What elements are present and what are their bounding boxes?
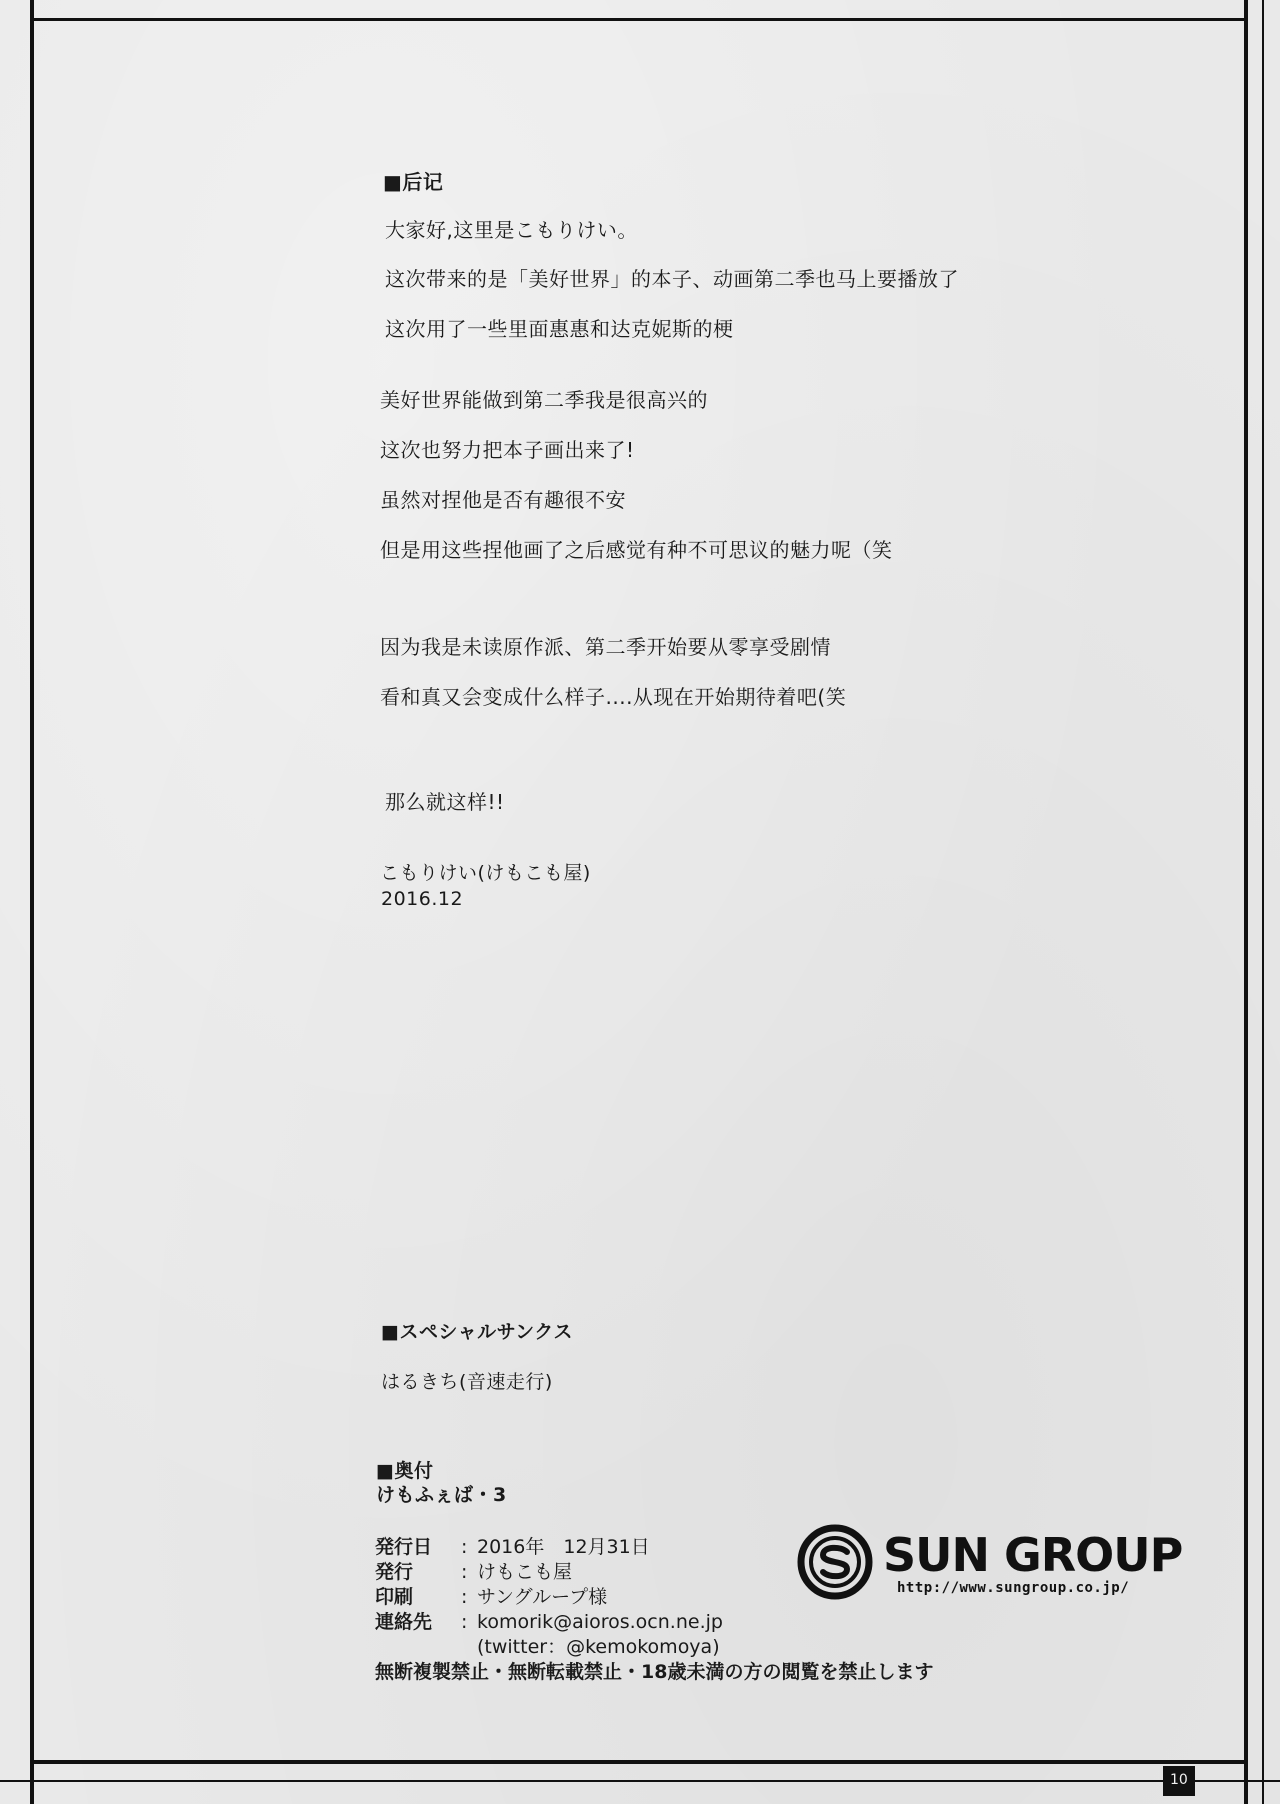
- logo-url: http://www.sungroup.co.jp/: [897, 1580, 1130, 1596]
- afterword-line-9: 看和真又会变成什么样子....从现在开始期待着吧(笑: [380, 685, 847, 709]
- frame-right-outer-line: [1262, 0, 1264, 1804]
- colophon-value: サングループ様: [477, 1586, 608, 1608]
- afterword-line-2: 这次带来的是「美好世界」的本子、动画第二季也马上要播放了: [385, 267, 959, 291]
- sun-group-logo: [797, 1524, 1187, 1604]
- thanks-name: はるきち(音速走行): [381, 1371, 553, 1393]
- colophon-row-twitter: [375, 1635, 933, 1660]
- afterword-date: 2016.12: [381, 888, 464, 910]
- afterword-line-4: 美好世界能做到第二季我是很高兴的: [380, 388, 708, 412]
- colophon-value: けもこも屋: [477, 1561, 573, 1583]
- colophon-key: 発行日: [375, 1536, 433, 1558]
- afterword-line-10: 那么就这样!!: [385, 790, 505, 814]
- frame-bottom-line: [30, 1760, 1248, 1764]
- frame-bottom-outer-line: [0, 1780, 1280, 1782]
- colophon-heading: ■奥付: [376, 1460, 434, 1482]
- contact-email: komorik@aioros.ocn.ne.jp: [477, 1611, 723, 1633]
- colophon-key: 発行: [375, 1561, 414, 1583]
- colophon-row-contact: [375, 1610, 933, 1635]
- afterword-line-3: 这次用了一些里面惠惠和达克妮斯的梗: [385, 317, 734, 341]
- colophon-colon: :: [461, 1611, 468, 1633]
- afterword-line-6: 虽然对捏他是否有趣很不安: [380, 488, 626, 512]
- afterword-line-5: 这次也努力把本子画出来了!: [380, 438, 635, 462]
- copyright-notice: 無断複製禁止・無断転載禁止・18歳未満の方の閲覧を禁止します: [375, 1661, 934, 1683]
- sun-group-emblem-icon: [797, 1524, 873, 1600]
- afterword-line-8: 因为我是未读原作派、第二季开始要从零享受剧情: [380, 635, 831, 659]
- frame-top-line: [30, 18, 1248, 21]
- colophon-key: 連絡先: [375, 1611, 433, 1633]
- frame-left-line: [30, 0, 34, 1804]
- colophon-value: 2016年 12月31日: [477, 1536, 650, 1558]
- author-signature: こもりけい(けもこも屋): [380, 862, 591, 884]
- thanks-heading: ■スペシャルサンクス: [381, 1321, 574, 1343]
- colophon-colon: :: [461, 1536, 468, 1558]
- afterword-line-1: 大家好,这里是こもりけい。: [385, 218, 638, 242]
- logo-name: SUN GROUP: [883, 1528, 1183, 1582]
- afterword-line-7: 但是用这些捏他画了之后感觉有种不可思议的魅力呢（笑: [380, 538, 893, 562]
- colophon-title: けもふぇば・3: [376, 1484, 507, 1506]
- colophon-row-notice: [375, 1660, 933, 1685]
- page-number: 10: [1170, 1772, 1188, 1788]
- colophon-colon: :: [461, 1586, 468, 1608]
- frame-right-line: [1244, 0, 1248, 1804]
- afterword-heading: ■后记: [383, 170, 444, 194]
- contact-twitter: (twitter：@kemokomoya): [477, 1636, 720, 1658]
- colophon-colon: :: [461, 1561, 468, 1583]
- colophon-key: 印刷: [375, 1586, 414, 1608]
